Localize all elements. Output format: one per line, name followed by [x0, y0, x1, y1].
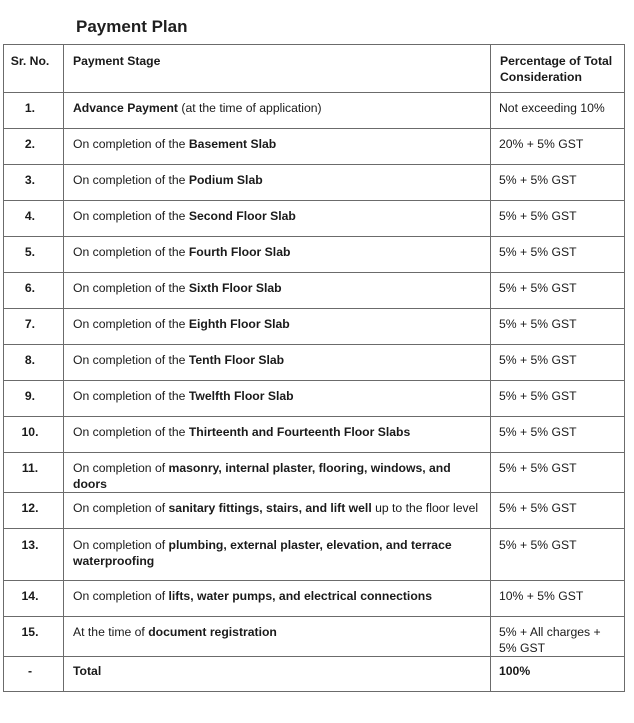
percentage-cell: [491, 453, 625, 493]
table-row: [4, 617, 625, 657]
payment-stage-cell: [64, 493, 491, 529]
sr-no: 10.: [21, 425, 39, 439]
sr-no: 5.: [24, 245, 36, 259]
sr-no-cell: [4, 453, 64, 493]
percentage-cell: [491, 381, 625, 417]
payment-stage-cell: [64, 617, 491, 657]
percentage: 5% + 5% GST: [499, 461, 577, 475]
payment-stage: [64, 617, 490, 640]
payment-stage-cell: [64, 129, 491, 165]
payment-stage: [64, 417, 490, 440]
percentage: 5% + 5% GST: [499, 173, 577, 187]
total-label-cell: [64, 657, 491, 692]
stage-milestone: Second Floor Slab: [188, 209, 296, 223]
payment-stage-cell: [64, 93, 491, 129]
table-row: [4, 381, 625, 417]
table-row: [4, 93, 625, 129]
percentage-cell: [491, 617, 625, 657]
stage-milestone: Sixth Floor Slab: [188, 281, 282, 295]
payment-stage: [64, 93, 490, 116]
sr-no: 2.: [24, 137, 36, 151]
payment-stage: [64, 493, 490, 516]
stage-milestone: plumbing, external plaster, elevation, and terrace waterproofing: [73, 538, 452, 568]
header-sr-no: [4, 45, 64, 93]
percentage: 20% + 5% GST: [499, 137, 584, 151]
payment-stage: [64, 453, 490, 492]
table-row: [4, 273, 625, 309]
sr-no: 12.: [21, 501, 39, 515]
payment-stage-cell: [64, 309, 491, 345]
sr-no-cell: [4, 165, 64, 201]
stage-text: On completion of the: [73, 245, 189, 259]
payment-stage: [64, 129, 490, 152]
sr-no: 9.: [24, 389, 36, 403]
table-row: [4, 453, 625, 493]
percentage: 5% + 5% GST: [499, 317, 577, 331]
table-row: [4, 493, 625, 529]
payment-stage: [64, 201, 490, 224]
total-sr: -: [27, 664, 33, 678]
percentage: 5% + 5% GST: [499, 209, 577, 223]
percentage-cell: [491, 529, 625, 581]
stage-milestone: Tenth Floor Slab: [188, 353, 285, 367]
stage-text: On completion of the: [73, 317, 189, 331]
sr-no-cell: [4, 273, 64, 309]
percentage-cell: [491, 201, 625, 237]
percentage: 5% + All charges + 5% GST: [499, 625, 601, 655]
sr-no-cell: [4, 493, 64, 529]
percentage-cell: [491, 309, 625, 345]
payment-plan-table: [3, 44, 625, 692]
payment-stage-cell: [64, 453, 491, 493]
payment-stage-cell: [64, 381, 491, 417]
sr-no: 6.: [24, 281, 36, 295]
percentage: 5% + 5% GST: [499, 353, 577, 367]
stage-milestone: lifts, water pumps, and electrical connections: [168, 589, 432, 603]
sr-no-cell: [4, 93, 64, 129]
percentage-cell: [491, 417, 625, 453]
stage-text: On completion of the: [73, 209, 189, 223]
percentage: 5% + 5% GST: [499, 425, 577, 439]
table-row: [4, 417, 625, 453]
payment-stage: [64, 273, 490, 296]
payment-stage-cell: [64, 345, 491, 381]
total-row: [4, 657, 625, 692]
stage-milestone: sanitary fittings, stairs, and lift well: [168, 501, 372, 515]
header-payment-stage: [64, 45, 491, 93]
sr-no: 3.: [24, 173, 36, 187]
stage-milestone: Thirteenth and Fourteenth Floor Slabs: [188, 425, 411, 439]
table-row: [4, 529, 625, 581]
total-sr-cell: [4, 657, 64, 692]
stage-text: On completion of the: [73, 137, 189, 151]
payment-stage: [64, 581, 490, 604]
stage-text-suffix: (at the time of application): [178, 101, 322, 115]
stage-text: On completion of the: [73, 353, 189, 367]
percentage: Not exceeding 10%: [499, 101, 605, 115]
percentage-cell: [491, 493, 625, 529]
percentage: 5% + 5% GST: [499, 389, 577, 403]
percentage-cell: [491, 237, 625, 273]
percentage-cell: [491, 581, 625, 617]
payment-stage-cell: [64, 165, 491, 201]
table-row: [4, 129, 625, 165]
stage-text: On completion of the: [73, 425, 189, 439]
sr-no-cell: [4, 529, 64, 581]
table-body: [4, 93, 625, 657]
sr-no: 8.: [24, 353, 36, 367]
total-pct-cell: [491, 657, 625, 692]
sr-no: 1.: [24, 101, 36, 115]
sr-no-cell: [4, 345, 64, 381]
percentage: 5% + 5% GST: [499, 538, 577, 552]
payment-stage-cell: [64, 581, 491, 617]
stage-text: On completion of the: [73, 281, 189, 295]
percentage-cell: [491, 129, 625, 165]
stage-milestone: Advance Payment: [73, 101, 178, 115]
payment-stage: [64, 345, 490, 368]
sr-no: 15.: [21, 625, 39, 639]
total-percentage: 100%: [499, 664, 531, 678]
percentage-cell: [491, 165, 625, 201]
stage-text: On completion of the: [73, 389, 189, 403]
stage-milestone: Eighth Floor Slab: [188, 317, 290, 331]
table-row: [4, 581, 625, 617]
sr-no-cell: [4, 309, 64, 345]
table-row: [4, 201, 625, 237]
sr-no: 7.: [24, 317, 36, 331]
percentage-cell: [491, 93, 625, 129]
stage-text: On completion of the: [73, 173, 189, 187]
sr-no-cell: [4, 417, 64, 453]
stage-milestone: Fourth Floor Slab: [188, 245, 291, 259]
table-row: [4, 309, 625, 345]
stage-milestone: Twelfth Floor Slab: [188, 389, 294, 403]
stage-milestone: document registration: [148, 625, 277, 639]
stage-milestone: Basement Slab: [188, 137, 277, 151]
percentage-cell: [491, 345, 625, 381]
sr-no: 11.: [21, 461, 39, 475]
payment-stage-cell: [64, 417, 491, 453]
payment-stage: [64, 165, 490, 188]
payment-stage-cell: [64, 529, 491, 581]
stage-text: On completion of: [73, 461, 169, 475]
payment-stage: [64, 381, 490, 404]
payment-stage-cell: [64, 237, 491, 273]
header-percentage-label: Percentage of Total Consideration: [500, 54, 613, 84]
stage-text: On completion of: [73, 589, 169, 603]
sr-no-cell: [4, 129, 64, 165]
sr-no: 13.: [21, 538, 39, 552]
payment-stage-cell: [64, 273, 491, 309]
payment-stage: [64, 237, 490, 260]
table-row: [4, 237, 625, 273]
table-row: [4, 165, 625, 201]
stage-text: On completion of: [73, 501, 169, 515]
stage-milestone: masonry, internal plaster, flooring, windows, and doors: [73, 461, 451, 491]
table-row: [4, 345, 625, 381]
page-title: Payment Plan: [76, 17, 188, 36]
header-payment-stage-label: Payment Stage: [73, 54, 161, 68]
sr-no-cell: [4, 381, 64, 417]
percentage-cell: [491, 273, 625, 309]
table-header-row: [4, 45, 625, 93]
header-sr-no-label: Sr. No.: [10, 54, 50, 68]
payment-stage: [64, 309, 490, 332]
sr-no-cell: [4, 237, 64, 273]
stage-milestone: Podium Slab: [188, 173, 263, 187]
percentage: 5% + 5% GST: [499, 281, 577, 295]
sr-no-cell: [4, 617, 64, 657]
percentage: 10% + 5% GST: [499, 589, 584, 603]
stage-text-suffix: up to the floor level: [371, 501, 479, 515]
stage-text: On completion of: [73, 538, 169, 552]
payment-stage: [64, 529, 490, 569]
percentage: 5% + 5% GST: [499, 501, 577, 515]
total-label: Total: [73, 664, 102, 678]
sr-no: 14.: [21, 589, 39, 603]
percentage: 5% + 5% GST: [499, 245, 577, 259]
stage-text: At the time of: [73, 625, 149, 639]
sr-no-cell: [4, 581, 64, 617]
sr-no: 4.: [24, 209, 36, 223]
sr-no-cell: [4, 201, 64, 237]
payment-stage-cell: [64, 201, 491, 237]
header-percentage: [491, 45, 625, 93]
